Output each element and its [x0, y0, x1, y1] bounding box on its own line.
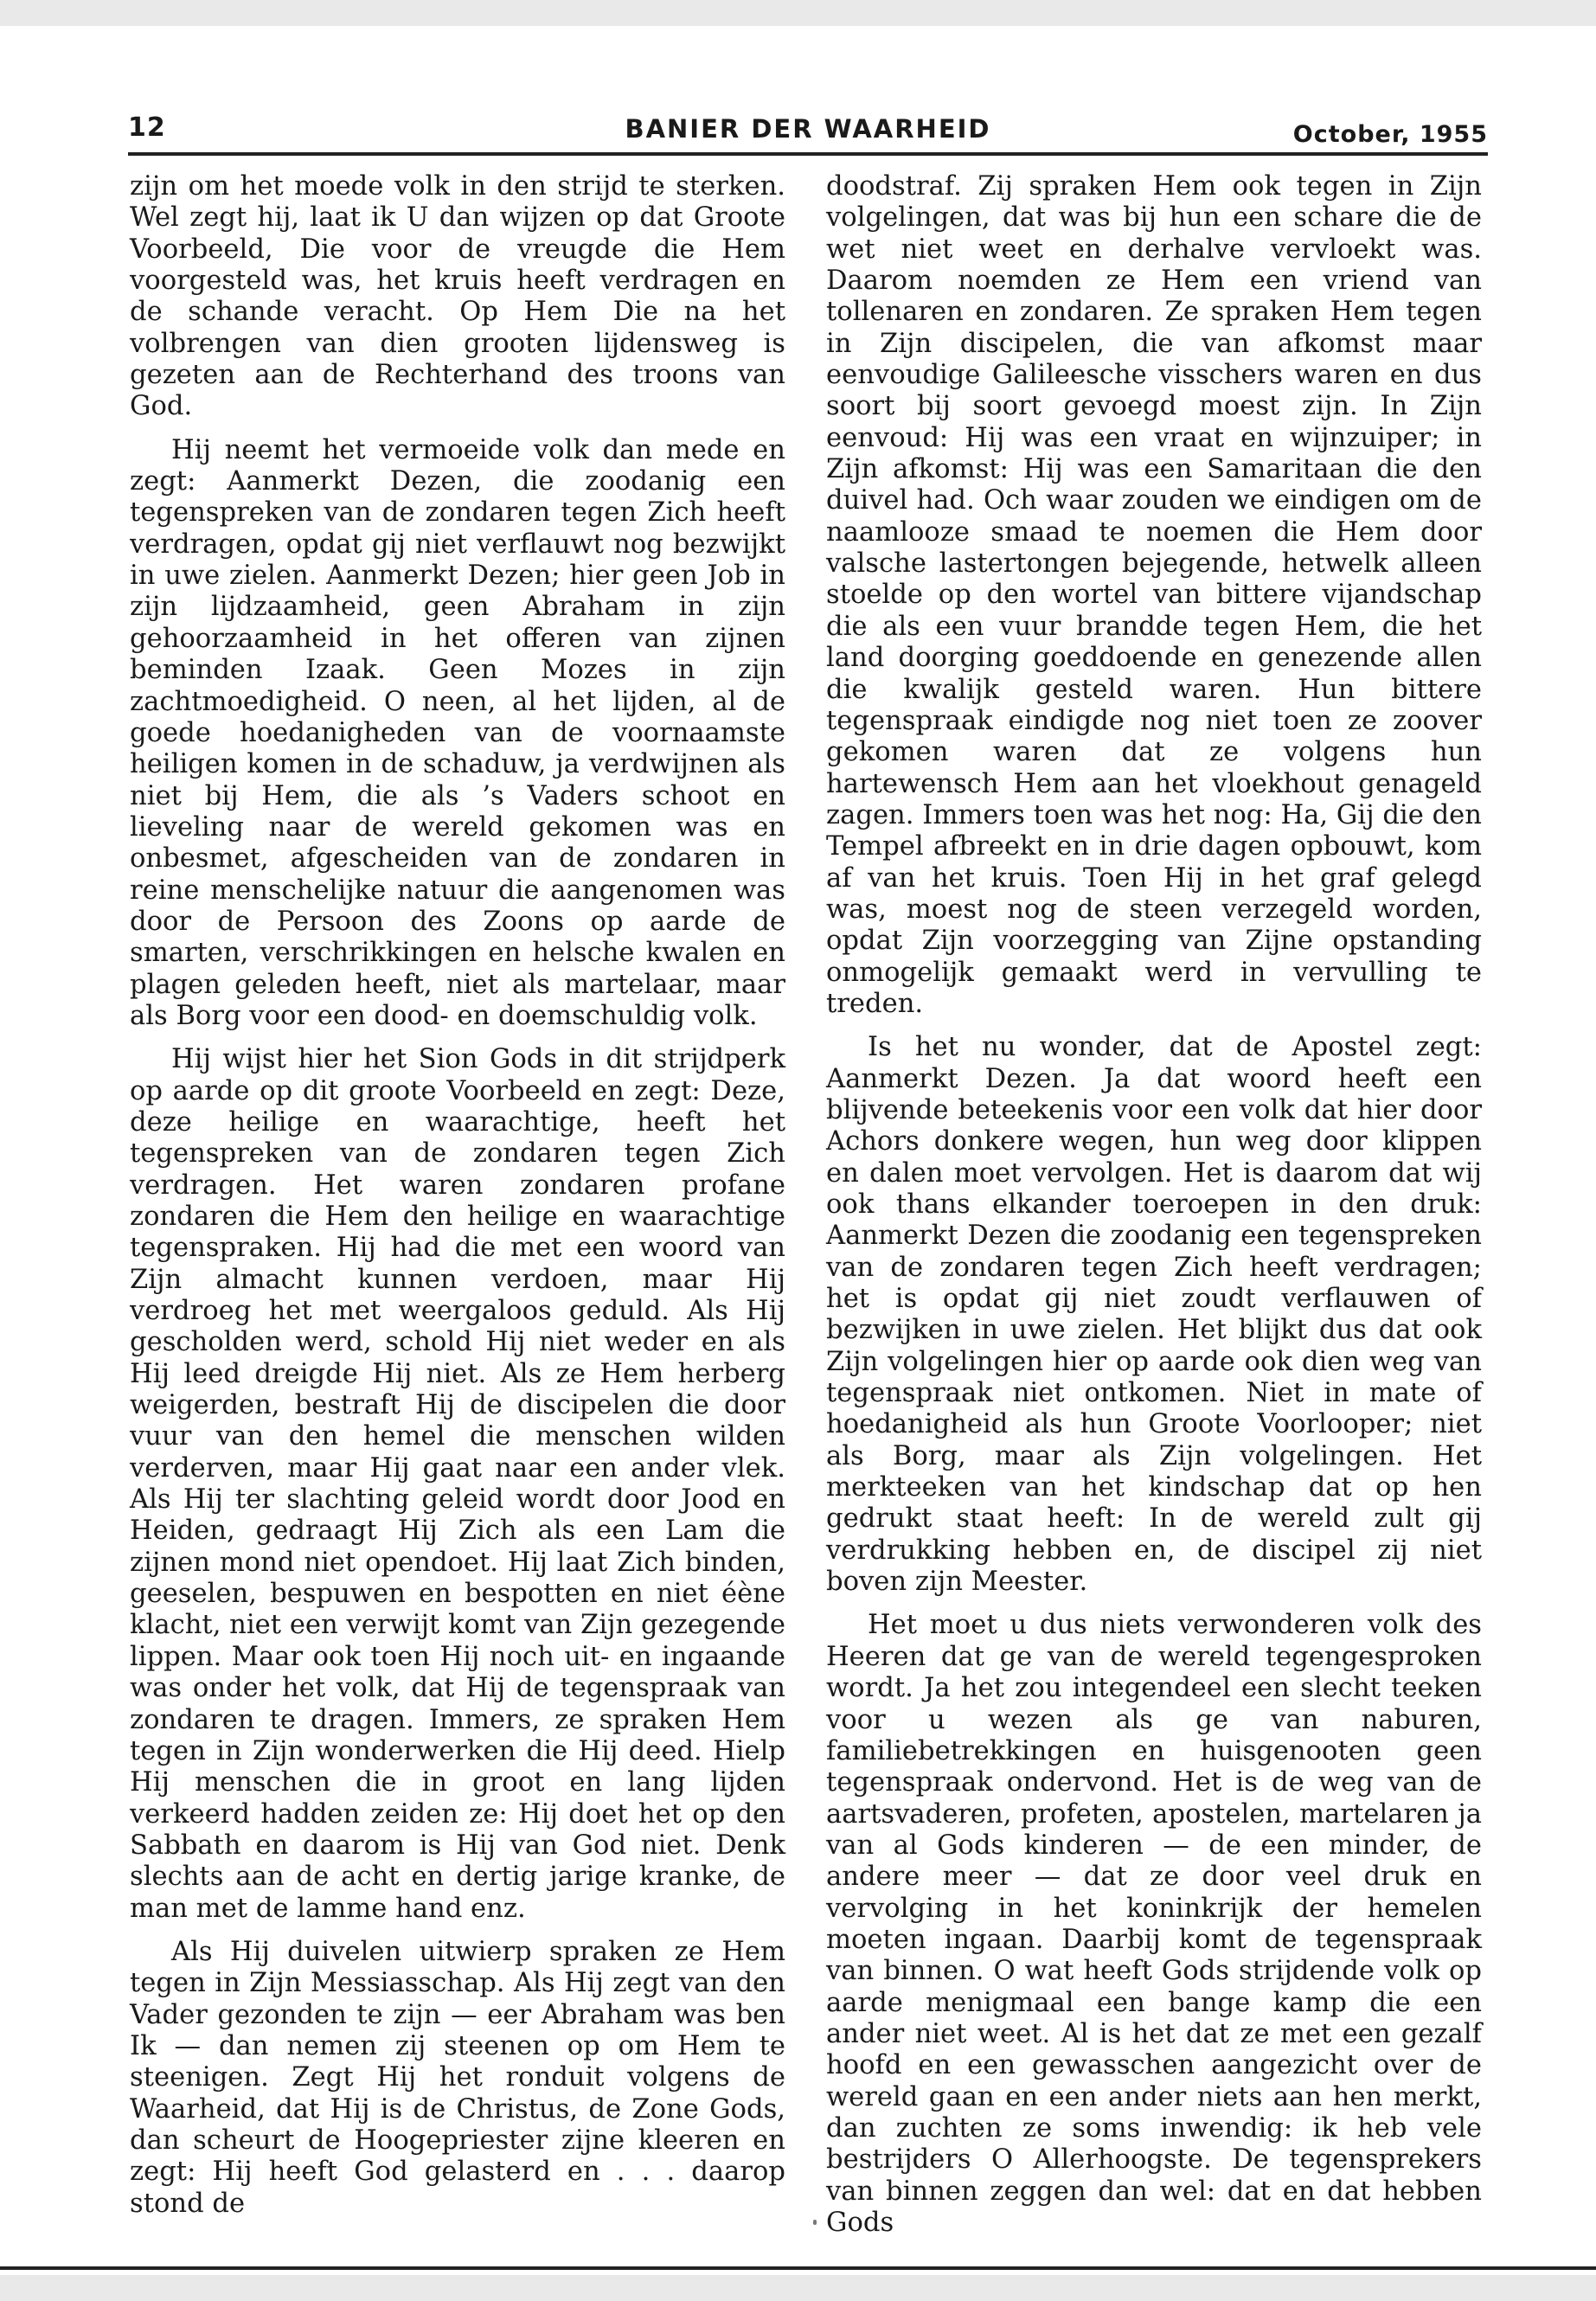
scan-border-bottom: [0, 2275, 1596, 2301]
paragraph: Hij wijst hier het Sion Gods in dit strijdperk op aarde op dit groote Voorbeeld en zegt: Deze, deze heilige en waarachtige, heeft het tegenspreken van de zondaren tegen Zich verdragen. Het waren zondaren profane zondaren die Hem den heilige en waarachtige tegenspraken. Hij had die met een woord van Zijn almacht kunnen verdoen, maar Hij verdroeg het met weergaloos geduld. Als Hij gescholden werd, schold Hij niet weder en als Hij leed dreigde Hij niet. Als ze Hem herberg weigerden, bestraft Hij de discipelen die door vuur van den hemel die menschen wilden verderven, maar Hij gaat naar een ander vlek. Als Hij ter slachting geleid wordt door Jood en Heiden, gedraagt Hij Zich als een Lam die zijnen mond niet opendoet. Hij laat Zich binden, geeselen, bespuwen en bespotten en niet éène klacht, niet een verwijt komt van Zijn gezegende lippen. Maar ook toen Hij noch uit- en ingaande was onder het volk, dat Hij de tegenspraak van zondaren te dragen. Immers, ze spraken Hem tegen in Zijn wonderwerken die Hij deed. Hielp Hij menschen die in groot en lang lijden verkeerd hadden zeiden ze: Hij doet het op den Sabbath en daarom is Hij van God niet. Denk slechts aan de acht en dertig jarige kranke, de man met de lamme hand enz.: [130, 1044, 785, 1924]
right-column: [826, 171, 1482, 2239]
paragraph: Als Hij duivelen uitwierp spraken ze Hem tegen in Zijn Messiasschap. Als Hij zegt van den Vader gezonden te zijn — eer Abraham was ben Ik — dan nemen zij steenen op om Hem te steenigen. Zegt Hij het ronduit volgens de Waarheid, dat Hij is de Christus, de Zone Gods, dan scheurt de Hoogepriester zijne kleeren en zegt: Hij heeft God gelasterd en . . . daarop stond de: [130, 1936, 785, 2219]
issue-date: October, 1955: [1292, 121, 1488, 148]
scan-border-top: [0, 0, 1596, 26]
paragraph: Het moet u dus niets verwonderen volk des Heeren dat ge van de wereld tegengesproken wordt. Ja het zou integendeel een slecht teeken voor u wezen als ge van naburen, familiebetrekkingen en huisgenooten geen tegenspraak ondervond. Het is de weg van de aartsvaderen, profeten, apostelen, martelaren ja van al Gods kinderen — de een minder, de andere meer — dat ze door veel druk en vervolging in het koninkrijk der hemelen moeten ingaan. Daarbij komt de tegenspraak van binnen. O wat heeft Gods strijdende volk op aarde menigmaal een bange kamp die een ander niet weet. Al is het dat ze met een gezalf hoofd en een gewasschen aangezicht over de wereld gaan en een ander niets aan hen merkt, dan zuchten ze soms inwendig: ik heb vele bestrijders O Allerhoogste. De tegensprekers van binnen zeggen dan wel: dat en dat hebben Gods: [826, 1610, 1482, 2238]
paragraph: zijn om het moede volk in den strijd te sterken. Wel zegt hij, laat ik U dan wijzen op dat Groote Voorbeeld, Die voor de vreugde die Hem voorgesteld was, het kruis heeft verdragen en de schande veracht. Op Hem Die na het volbrengen van dien grooten lijdensweg is gezeten aan de Rechterhand des troons van God.: [130, 171, 785, 422]
page-bottom-edge: [0, 2266, 1596, 2270]
paragraph: doodstraf. Zij spraken Hem ook tegen in Zijn volgelingen, dat was bij hun een schare die de wet niet weet en derhalve vervloekt was. Daarom noemden ze Hem een vriend van tollenaren en zondaren. Ze spraken Hem tegen in Zijn discipelen, die van afkomst maar eenvoudige Galileesche visschers waren en dus soort bij soort gevoegd moest zijn. In Zijn eenvoud: Hij was een vraat en wijnzuiper; in Zijn afkomst: Hij was een Samaritaan die den duivel had. Och waar zouden we eindigen om de naamlooze smaad te noemen die Hem door valsche lastertongen bejegende, hetwelk alleen stoelde op den wortel van bittere vijandschap die als een vuur brandde tegen Hem, die het land doorging goeddoende en genezende allen die kwalijk gesteld waren. Hun bittere tegenspraak eindigde nog niet toen ze zoover gekomen waren dat ze volgens hun hartewensch Hem aan het vloekhout genageld zagen. Immers toen was het nog: Ha, Gij die den Tempel afbreekt en in drie dagen opbouwt, kom af van het kruis. Toen Hij in het graf gelegd was, moest nog de steen verzegeld worden, opdat Zijn voorzegging van Zijne opstanding onmogelijk gemaakt werd in vervulling te treden.: [826, 171, 1482, 1019]
paragraph: Is het nu wonder, dat de Apostel zegt: Aanmerkt Dezen. Ja dat woord heeft een blijvende beteekenis voor een volk dat hier door Achors donkere wegen, hun weg door klippen en dalen moet vervolgen. Het is daarom dat wij ook thans elkander toeroepen in den druk: Aanmerkt Dezen die zoodanig een tegenspreken van de zondaren tegen Zich heeft verdragen; het is opdat gij niet zoudt verflauwen of bezwijken in uwe zielen. Het blijkt dus dat ook Zijn volgelingen hier op aarde ook dien weg van tegenspraak niet ontkomen. Niet in mate of hoedanigheid als hun Groote Voorlooper; niet als Borg, maar als Zijn volgelingen. Het merkteeken van het kindschap dat op hen gedrukt staat heeft: In de wereld zult gij verdrukking hebben en, de discipel zij niet boven zijn Meester.: [826, 1032, 1482, 1598]
left-column: [130, 171, 785, 2220]
page-number: 12: [128, 112, 166, 143]
running-header: [128, 112, 1488, 147]
ink-speck: [813, 2220, 817, 2225]
header-rule: [128, 152, 1488, 156]
publication-title: BANIER DER WAARHEID: [625, 114, 991, 144]
paragraph: Hij neemt het vermoeide volk dan mede en zegt: Aanmerkt Dezen, die zoodanig een tegenspreken van de zondaren tegen Zich heeft verdragen, opdat gij niet verflauwt nog bezwijkt in uwe zielen. Aanmerkt Dezen; hier geen Job in zijn lijdzaamheid, geen Abraham in zijn gehoorzaamheid in het offeren van zijnen beminden Izaak. Geen Mozes in zijn zachtmoedigheid. O neen, al het lijden, al de goede hoedanigheden van de voornaamste heiligen komen in de schaduw, ja verdwijnen als niet bij Hem, die als ’s Vaders schoot en lieveling naar de wereld gekomen was en onbesmet, afgescheiden van de zondaren in reine menschelijke natuur die aangenomen was door de Persoon des Zoons op aarde de smarten, verschrikkingen en helsche kwalen en plagen geleden heeft, niet als martelaar, maar als Borg voor een dood- en doemschuldig volk.: [130, 434, 785, 1031]
